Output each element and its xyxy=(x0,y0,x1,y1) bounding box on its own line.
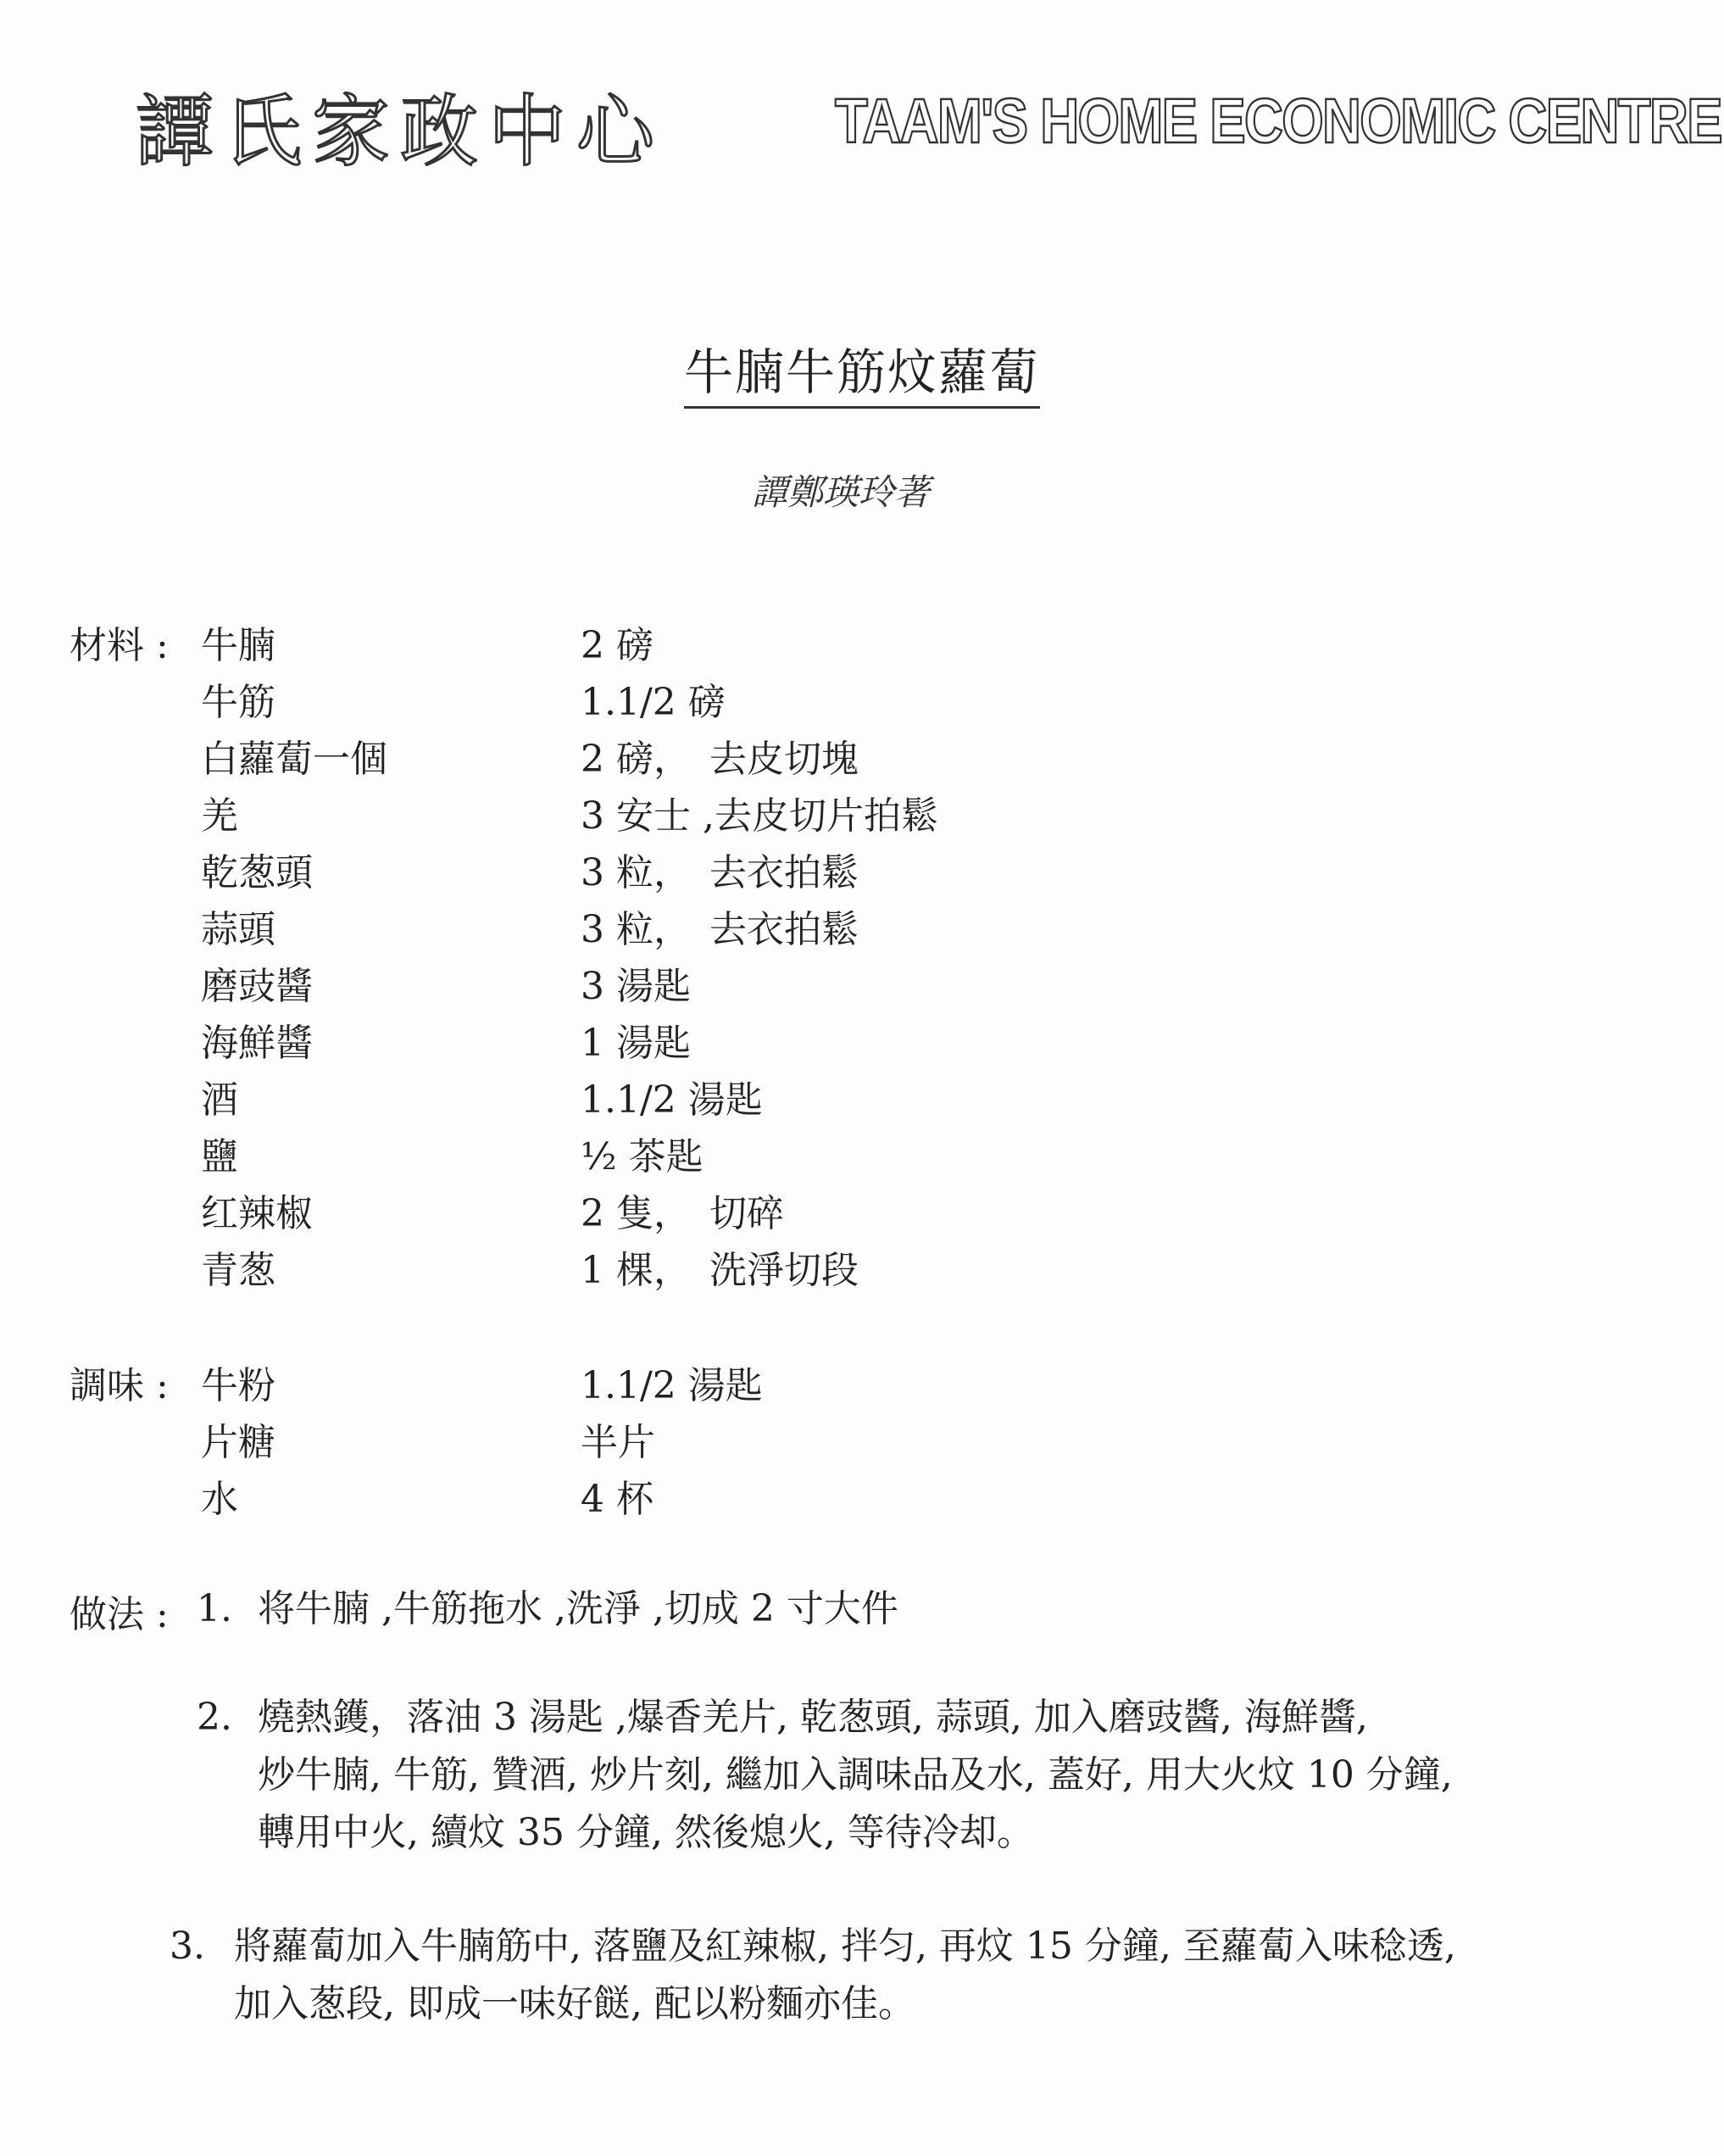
ingredient-qty: 3 安士 ,去皮切片拍鬆 xyxy=(581,794,938,838)
step-number: 3. xyxy=(170,1925,205,1968)
method-step-1 xyxy=(197,1580,898,1638)
ingredients-label: 材料 : xyxy=(70,624,169,667)
centre-name-english: TAAM'S HOME ECONOMIC CENTRE xyxy=(835,86,1721,156)
ingredient-name: 磨豉醬 xyxy=(201,965,313,1008)
seasoning-name: 牛粉 xyxy=(201,1364,275,1407)
ingredient-name: 白蘿蔔一個 xyxy=(201,738,387,781)
method-label: 做法 : xyxy=(70,1593,169,1636)
ingredient-name: 牛筋 xyxy=(201,681,275,724)
recipe-title-text: 牛腩牛筋炆蘿蔔 xyxy=(684,343,1040,409)
ingredient-qty: 2 磅 xyxy=(581,624,653,667)
ingredient-qty: 2 隻， 切碎 xyxy=(581,1192,784,1235)
seasoning-name: 片糖 xyxy=(201,1421,275,1464)
seasoning-qty: 1.1/2 湯匙 xyxy=(581,1364,763,1407)
ingredient-qty: 3 粒， 去衣拍鬆 xyxy=(581,851,859,894)
seasoning-qty: 半片 xyxy=(581,1421,655,1464)
seasoning-label: 調味 : xyxy=(70,1364,169,1407)
ingredient-qty: 2 磅， 去皮切塊 xyxy=(581,738,859,781)
ingredient-qty: 1 棵， 洗淨切段 xyxy=(581,1249,859,1292)
recipe-author: 譚鄭瑛玲著 xyxy=(751,471,930,513)
method-step-2 xyxy=(197,1689,1453,1862)
seasoning-qty: 4 杯 xyxy=(581,1478,653,1521)
ingredient-name: 红辣椒 xyxy=(201,1192,313,1235)
ingredient-name: 青葱 xyxy=(201,1249,275,1292)
method-step-3 xyxy=(170,1918,1456,2033)
ingredient-qty: ½ 茶匙 xyxy=(581,1135,704,1178)
step-line: 燒熱鑊，落油 3 湯匙 ,爆香羌片, 乾葱頭, 蒜頭, 加入磨豉醬, 海鮮醬, xyxy=(258,1696,1368,1739)
ingredient-name: 蒜頭 xyxy=(201,908,275,951)
ingredient-qty: 1.1/2 磅 xyxy=(581,681,726,724)
step-number: 1. xyxy=(197,1587,232,1630)
ingredient-name: 牛腩 xyxy=(201,624,275,667)
step-number: 2. xyxy=(197,1696,232,1739)
ingredient-qty: 3 湯匙 xyxy=(581,965,691,1008)
step-line: 将牛腩 ,牛筋拖水 ,洗淨 ,切成 2 寸大件 xyxy=(258,1587,898,1630)
ingredient-name: 乾葱頭 xyxy=(201,851,313,894)
step-line: 加入葱段, 即成一味好餸, 配以粉麵亦佳。 xyxy=(234,1982,915,2025)
ingredient-name: 酒 xyxy=(201,1078,238,1122)
step-line: 將蘿蔔加入牛腩筋中, 落鹽及紅辣椒, 拌匀, 再炆 15 分鐘, 至蘿蔔入味稔透, xyxy=(234,1925,1456,1968)
centre-name-chinese: 譚氏家政中心 xyxy=(136,86,665,177)
recipe-title xyxy=(0,332,1724,404)
step-line: 炒牛腩, 牛筋, 贊酒, 炒片刻, 繼加入調味品及水, 蓋好, 用大火炆 10 分鐘, xyxy=(258,1753,1453,1797)
ingredient-name: 海鮮醬 xyxy=(201,1022,313,1065)
ingredient-qty: 1 湯匙 xyxy=(581,1022,691,1065)
ingredient-qty: 1.1/2 湯匙 xyxy=(581,1078,763,1122)
ingredient-name: 鹽 xyxy=(201,1135,238,1178)
ingredient-qty: 3 粒， 去衣拍鬆 xyxy=(581,908,859,951)
seasoning-name: 水 xyxy=(201,1478,238,1521)
ingredient-name: 羌 xyxy=(201,794,238,838)
step-line: 轉用中火, 續炆 35 分鐘, 然後熄火, 等待冷却。 xyxy=(258,1811,1034,1854)
